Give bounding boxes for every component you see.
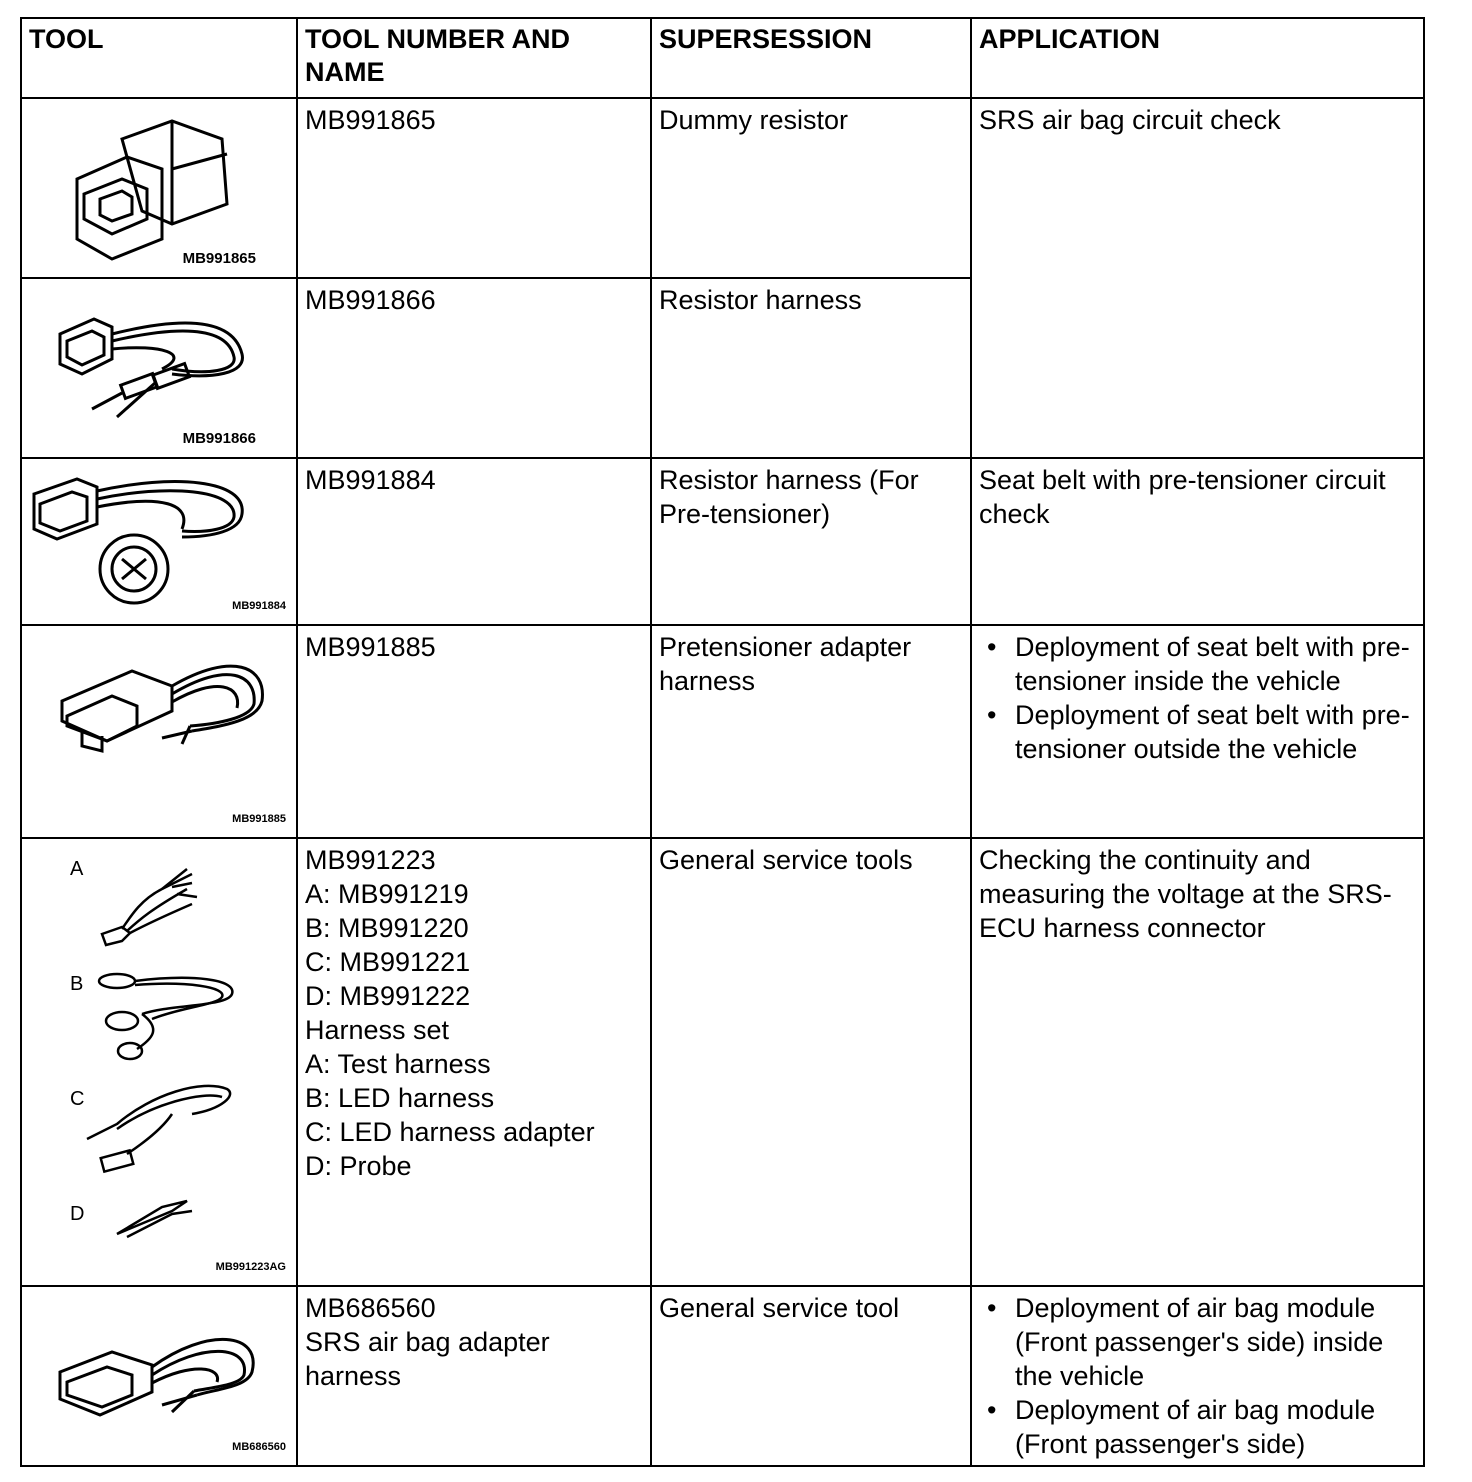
tool-number: MB991865 xyxy=(305,105,436,135)
tool-number-part: A: MB991219 xyxy=(305,879,469,909)
header-tool-number-name: TOOL NUMBER AND NAME xyxy=(297,18,651,98)
application-cell: SRS air bag circuit check xyxy=(971,98,1424,458)
application-bullet-list xyxy=(979,630,1416,766)
tool-image-cell xyxy=(21,1286,297,1466)
application-cell: Seat belt with pre-tensioner circuit check xyxy=(971,458,1424,625)
tool-image-cell xyxy=(21,98,297,278)
table-row xyxy=(21,838,1424,1286)
general-service-tools-illustration xyxy=(22,839,298,1285)
tool-number: MB991223 xyxy=(305,845,436,875)
tool-number-part: C: MB991221 xyxy=(305,947,471,977)
tool-number-cell xyxy=(297,1286,651,1466)
supersession-cell: General service tools xyxy=(651,838,971,1286)
image-label-d: D xyxy=(70,1203,85,1225)
tool-number-cell xyxy=(297,838,651,1286)
tool-number-cell xyxy=(297,625,651,838)
tool-image-caption: MB686560 xyxy=(232,1441,286,1453)
tool-number-cell xyxy=(297,98,651,278)
supersession-cell: General service tool xyxy=(651,1286,971,1466)
tool-image-cell xyxy=(21,458,297,625)
tool-image-cell xyxy=(21,625,297,838)
tool-number: MB991885 xyxy=(305,632,436,662)
list-item: • Deployment of seat belt with pre-tensioner inside the vehicle xyxy=(1015,630,1416,698)
tool-name-part: D: Probe xyxy=(305,1151,412,1181)
supersession-cell: Dummy resistor xyxy=(651,98,971,278)
tool-name: Harness set xyxy=(305,1015,450,1045)
tool-number-part: B: MB991220 xyxy=(305,913,469,943)
supersession-cell: Pretensioner adapter harness xyxy=(651,625,971,838)
supersession-cell: Resistor harness xyxy=(651,278,971,458)
image-label-c: C xyxy=(70,1088,85,1110)
tool-image-caption: MB991223AG xyxy=(215,1261,286,1273)
special-tools-table xyxy=(20,17,1425,1467)
tool-name-part: C: LED harness adapter xyxy=(305,1117,595,1147)
image-label-b: B xyxy=(70,973,84,995)
table-row xyxy=(21,458,1424,625)
tool-image-cell xyxy=(21,278,297,458)
supersession-cell: Resistor harness (For Pre-tensioner) xyxy=(651,458,971,625)
header-row xyxy=(21,18,1424,98)
tool-name-part: A: Test harness xyxy=(305,1049,491,1079)
table-row xyxy=(21,98,1424,278)
tool-image-caption: MB991866 xyxy=(182,430,256,447)
tool-image-caption: MB991884 xyxy=(232,600,286,612)
table-row xyxy=(21,625,1424,838)
list-item: • Deployment of air bag module (Front passenger's side) inside the vehicle xyxy=(1015,1291,1416,1393)
tool-name: SRS air bag adapter harness xyxy=(305,1327,550,1391)
list-item: • Deployment of air bag module (Front passenger's side) xyxy=(1015,1393,1416,1461)
application-cell xyxy=(971,1286,1424,1466)
dummy-resistor-illustration xyxy=(22,99,298,277)
header-application: APPLICATION xyxy=(971,18,1424,98)
resistor-harness-illustration xyxy=(22,279,298,457)
table-row xyxy=(21,1286,1424,1466)
tool-name-part: B: LED harness xyxy=(305,1083,495,1113)
list-item: • Deployment of seat belt with pre-tensioner outside the vehicle xyxy=(1015,698,1416,766)
tool-number-cell xyxy=(297,458,651,625)
header-supersession: SUPERSESSION xyxy=(651,18,971,98)
tool-image-caption: MB991865 xyxy=(182,250,256,267)
tool-number: MB686560 xyxy=(305,1293,436,1323)
application-bullet-list xyxy=(979,1291,1416,1461)
image-label-a: A xyxy=(70,858,84,880)
tool-image-caption: MB991885 xyxy=(232,813,286,825)
tool-number-part: D: MB991222 xyxy=(305,981,471,1011)
application-cell: Checking the continuity and measuring the voltage at the SRS-ECU harness connector xyxy=(971,838,1424,1286)
header-tool: TOOL xyxy=(21,18,297,98)
tool-image-cell xyxy=(21,838,297,1286)
tool-number: MB991884 xyxy=(305,465,436,495)
tool-number-cell xyxy=(297,278,651,458)
tool-number: MB991866 xyxy=(305,285,436,315)
application-cell xyxy=(971,625,1424,838)
pretensioner-adapter-harness-illustration xyxy=(22,626,298,837)
